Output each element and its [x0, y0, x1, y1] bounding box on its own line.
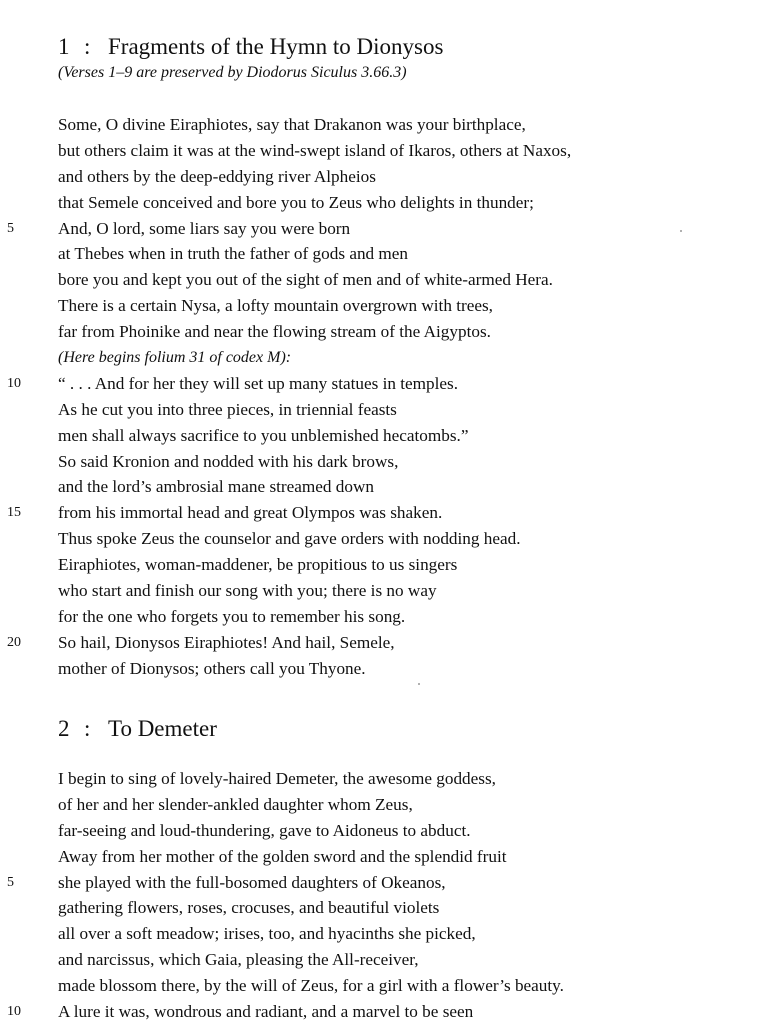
verse-text: A lure it was, wondrous and radiant, and a marvel to be seen: [58, 1002, 474, 1022]
line-number: 5: [7, 220, 14, 236]
section-1-separator: :: [84, 34, 91, 59]
verse-text: mother of Dionysos; others call you Thyone.: [58, 658, 366, 678]
line-number: 10: [7, 375, 21, 391]
verse-text: So hail, Dionysos Eiraphiotes! And hail, Semele,: [58, 632, 395, 652]
verse-text: men shall always sacrifice to you unblemished hecatombs.”: [58, 425, 469, 445]
scan-speck: [418, 683, 420, 685]
verse-text: “ . . . And for her they will set up many statues in temples.: [58, 373, 459, 393]
verse-text: bore you and kept you out of the sight of men and of white-armed Hera.: [58, 270, 553, 290]
verse-text: for the one who forgets you to remember his song.: [58, 606, 406, 626]
verse-text: but others claim it was at the wind-swept island of Ikaros, others at Naxos,: [58, 140, 572, 160]
verse-text: Thus spoke Zeus the counselor and gave orders with nodding head.: [58, 529, 521, 549]
verse-text: made blossom there, by the will of Zeus, for a girl with a flower’s beauty.: [58, 976, 564, 996]
section-2-number: 2: [58, 716, 70, 741]
verse-text: Some, O divine Eiraphiotes, say that Drakanon was your birthplace,: [58, 115, 526, 134]
verse-text: Eiraphiotes, woman-maddener, be propitious to us singers: [58, 555, 458, 575]
line-number: 5: [7, 874, 14, 890]
verse-text: I begin to sing of lovely-haired Demeter, the awesome goddess,: [58, 769, 496, 788]
section-2-heading: [58, 715, 217, 743]
verse-text: far-seeing and loud-thundering, gave to Aidoneus to abduct.: [58, 820, 471, 840]
section-1-source-note: (Verses 1–9 are preserved by Diodorus Siculus 3.66.3): [58, 64, 407, 81]
verse-text: There is a certain Nysa, a lofty mountain overgrown with trees,: [58, 296, 493, 316]
section-1-title: Fragments of the Hymn to Dionysos: [108, 34, 444, 59]
section-1-heading: [58, 33, 443, 61]
verse-text: and others by the deep-eddying river Alpheios: [58, 166, 376, 186]
verse-text: As he cut you into three pieces, in triennial feasts: [58, 399, 397, 419]
section-1-number: 1: [58, 34, 70, 59]
verse-text: And, O lord, some liars say you were born: [58, 218, 351, 238]
verse-text: from his immortal head and great Olympos was shaken.: [58, 503, 443, 523]
verse-text: all over a soft meadow; irises, too, and hyacinths she picked,: [58, 924, 476, 944]
verse-text: So said Kronion and nodded with his dark brows,: [58, 451, 399, 471]
line-number: 20: [7, 634, 21, 650]
section-2-title: To Demeter: [108, 716, 217, 741]
verse-text: Away from her mother of the golden sword and the splendid fruit: [58, 846, 507, 866]
verse-text: far from Phoinike and near the flowing stream of the Aigyptos.: [58, 322, 491, 342]
verse-text: that Semele conceived and bore you to Zeus who delights in thunder;: [58, 192, 534, 212]
line-number: 10: [7, 1004, 21, 1020]
verse-text: and narcissus, which Gaia, pleasing the All-receiver,: [58, 950, 419, 970]
verse-text: and the lord’s ambrosial mane streamed down: [58, 477, 374, 497]
section-2-separator: :: [84, 716, 91, 741]
verse-text: gathering flowers, roses, crocuses, and beautiful violets: [58, 898, 440, 918]
verse-text: (Here begins folium 31 of codex M):: [58, 349, 292, 367]
verse-text: at Thebes when in truth the father of gods and men: [58, 244, 409, 264]
verse-text: she played with the full-bosomed daughters of Okeanos,: [58, 872, 446, 892]
verse-text: of her and her slender-ankled daughter whom Zeus,: [58, 794, 413, 814]
verse-text: who start and finish our song with you; there is no way: [58, 581, 437, 601]
line-number: 15: [7, 505, 21, 521]
scan-speck: [680, 230, 682, 232]
